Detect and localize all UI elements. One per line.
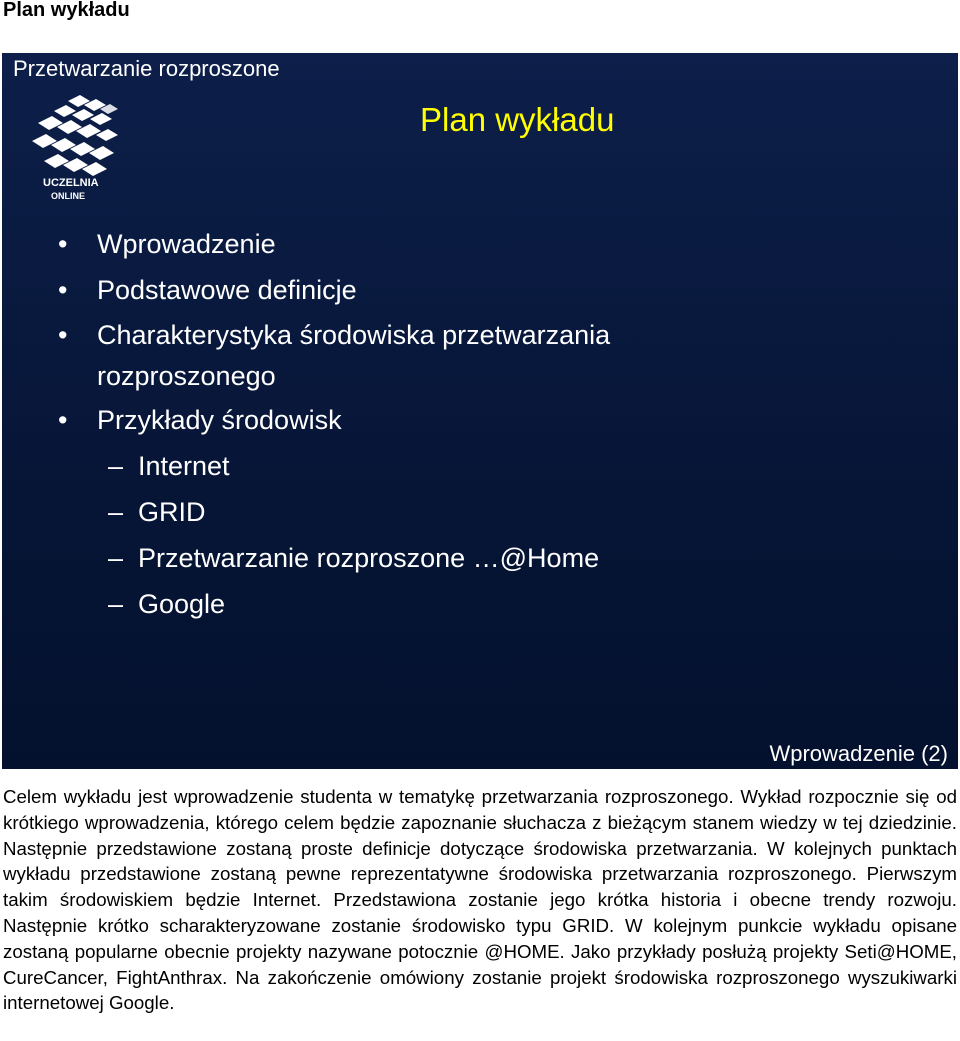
bullet-text: Przykłady środowisk <box>97 405 342 435</box>
bullet-text: Podstawowe definicje <box>97 275 357 305</box>
dash-icon: – <box>108 497 124 527</box>
dash-icon: – <box>108 543 124 573</box>
sub-item-text: Przetwarzanie rozproszone …@Home <box>138 543 600 573</box>
description-paragraph: Celem wykładu jest wprowadzenie studenta w tematykę przetwarzania rozproszonego. Wykład rozpocznie się od krótkiego wprowadzenia, którego celem będzie zapoznanie słuchacza z bieżącym stanem wiedzy w tej dziedzinie. Następnie przedstawione zostaną proste definicje dotyczące środowiska przetwarzania. W kolejnych punktach wykładu przedstawione zostaną pewne reprezentatywne środowiska przetwarzania rozproszonego. Pierwszym takim środowiskiem będzie Internet. Przedstawiona zostanie jego krótka historia i obecne trendy rozwoju. Następnie krótko scharakteryzowane zostanie środowisko typu GRID. W kolejnym punkcie wykładu opisane zostaną popularne obecnie projekty nazywane potocznie @HOME. Jako przykłady posłużą projekty Seti@HOME, CureCancer, FightAnthrax. Na zakończenie omówiony zostanie projekt środowiska rozproszonego wyszukiwarki internetowej Google. <box>3 786 957 1014</box>
sub-item-text: Internet <box>138 451 230 481</box>
slide-footer: Wprowadzenie (2) <box>769 741 948 766</box>
dash-icon: – <box>108 451 124 481</box>
logo-line-1: UCZELNIA <box>43 177 99 189</box>
bullet-text: rozproszonego <box>97 361 276 391</box>
sub-item-text: GRID <box>138 497 206 527</box>
bullet-icon: • <box>58 405 68 435</box>
bullet-icon: • <box>58 320 68 350</box>
slide-header: Przetwarzanie rozproszone <box>13 56 280 81</box>
bullet-icon: • <box>58 275 68 305</box>
slide <box>2 53 958 769</box>
bullet-icon: • <box>58 229 68 259</box>
bullet-text: Wprowadzenie <box>97 229 276 259</box>
logo-line-2: ONLINE <box>50 191 85 201</box>
sub-item-text: Google <box>138 589 226 619</box>
dash-icon: – <box>108 589 124 619</box>
slide-title: Plan wykładu <box>420 101 615 138</box>
page-heading: Plan wykładu <box>3 0 130 21</box>
bullet-text: Charakterystyka środowiska przetwarzania <box>97 320 611 350</box>
slide-bullet-list <box>2 53 958 769</box>
